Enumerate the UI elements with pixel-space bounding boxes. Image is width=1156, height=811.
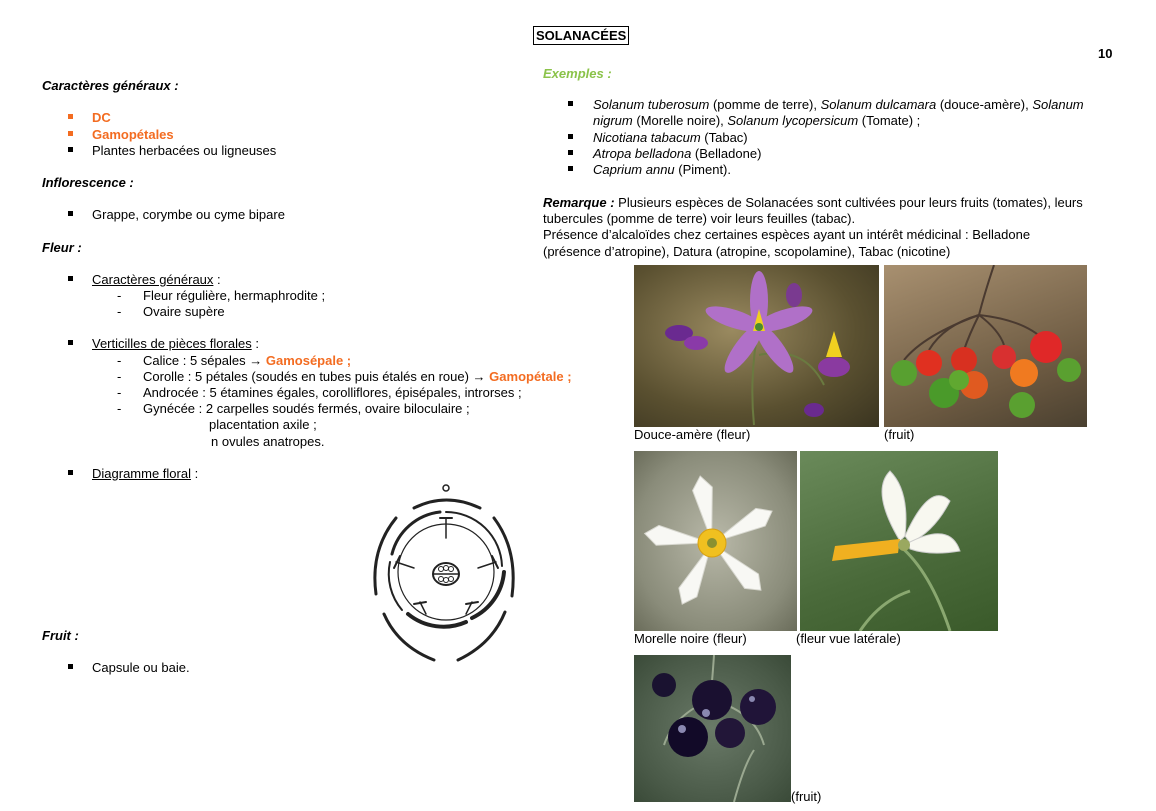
general-heading: Caractères généraux : [42,78,179,93]
example-belladone: Atropa belladona (Belladone) [593,146,762,161]
caption-morelle-fruit: (fruit) [791,789,822,804]
arrow-icon: → [249,353,263,368]
page-title: SOLANACÉES [533,26,629,45]
bullet-icon [568,134,573,139]
bullet-icon [68,470,73,475]
bullet-icon [68,340,73,345]
fruit-item: Capsule ou baie. [92,660,190,675]
flower-general-item: Ovaire supère [143,304,225,319]
androcee-line: Androcée : 5 étamines égales, corolliflores, épisépales, introrses ; [143,385,522,400]
bullet-icon [68,131,73,136]
caption-douce-amere-fruit: (fruit) [884,427,915,442]
dash-icon: - [117,401,122,416]
photo-douce-amere-flower [634,265,879,427]
general-item-dc: DC [92,110,111,125]
caption-morelle-flower: Morelle noire (fleur) [634,631,747,646]
calice-line: Calice : 5 sépales → Gamosépale ; [143,353,352,368]
caption-morelle-flower-side: (fleur vue latérale) [796,631,901,646]
arrow-icon: → [472,369,486,384]
diagram-label: Diagramme floral : [92,466,199,481]
dash-icon: - [117,353,122,368]
photo-morelle-flower-side [800,451,998,631]
remark-line: Présence d’alcaloïdes chez certaines espèces ayant un intérêt médicinal : Belladone [543,227,1031,242]
bullet-icon [68,147,73,152]
flower-general-label: Caractères généraux : [92,272,221,287]
whorls-label: Verticilles de pièces florales : [92,336,259,351]
photo-morelle-fruit [634,655,791,802]
page-number: 10 [1098,46,1113,61]
dash-icon: - [117,288,122,303]
dash-icon: - [117,369,122,384]
bullet-icon [68,114,73,119]
general-item-gamopetales: Gamopétales [92,127,174,142]
flower-heading: Fleur : [42,240,82,255]
inflorescence-item: Grappe, corymbe ou cyme bipare [92,207,285,222]
gynecee-line: Gynécée : 2 carpelles soudés fermés, ovaire biloculaire ; [143,401,470,416]
photo-morelle-flower [634,451,797,631]
gynecee-line: n ovules anatropes. [211,434,325,449]
remark-line: tubercules (pomme de terre) voir leurs feuilles (tabac). [543,211,856,226]
inflorescence-heading: Inflorescence : [42,175,134,190]
dash-icon: - [117,385,122,400]
example-solanum-cont: nigrum (Morelle noire), Solanum lycopersicum (Tomate) ; [593,113,921,128]
dash-icon: - [117,304,122,319]
remark-line: (présence d’atropine), Datura (atropine, scopolamine), Tabac (nicotine) [543,244,951,259]
bullet-icon [68,276,73,281]
example-piment: Caprium annu (Piment). [593,162,731,177]
general-item-plants: Plantes herbacées ou ligneuses [92,143,277,158]
photo-douce-amere-fruit [884,265,1087,427]
caption-douce-amere-flower: Douce-amère (fleur) [634,427,751,442]
bullet-icon [68,211,73,216]
gynecee-line: placentation axile ; [209,417,317,432]
floral-diagram [362,478,524,666]
remark-line: Remarque : Plusieurs espèces de Solanacées sont cultivées pour leurs fruits (tomates), leurs [543,195,1083,210]
bullet-icon [568,166,573,171]
bullet-icon [568,150,573,155]
bullet-icon [68,664,73,669]
examples-heading: Exemples : [543,66,612,81]
example-solanum: Solanum tuberosum (pomme de terre), Solanum dulcamara (douce-amère), Solanum [593,97,1084,112]
bullet-icon [568,101,573,106]
fruit-heading: Fruit : [42,628,79,643]
flower-general-item: Fleur régulière, hermaphrodite ; [143,288,326,303]
corolle-line: Corolle : 5 pétales (soudés en tubes puis étalés en roue) → Gamopétale ; [143,369,572,384]
example-tabac: Nicotiana tabacum (Tabac) [593,130,748,145]
